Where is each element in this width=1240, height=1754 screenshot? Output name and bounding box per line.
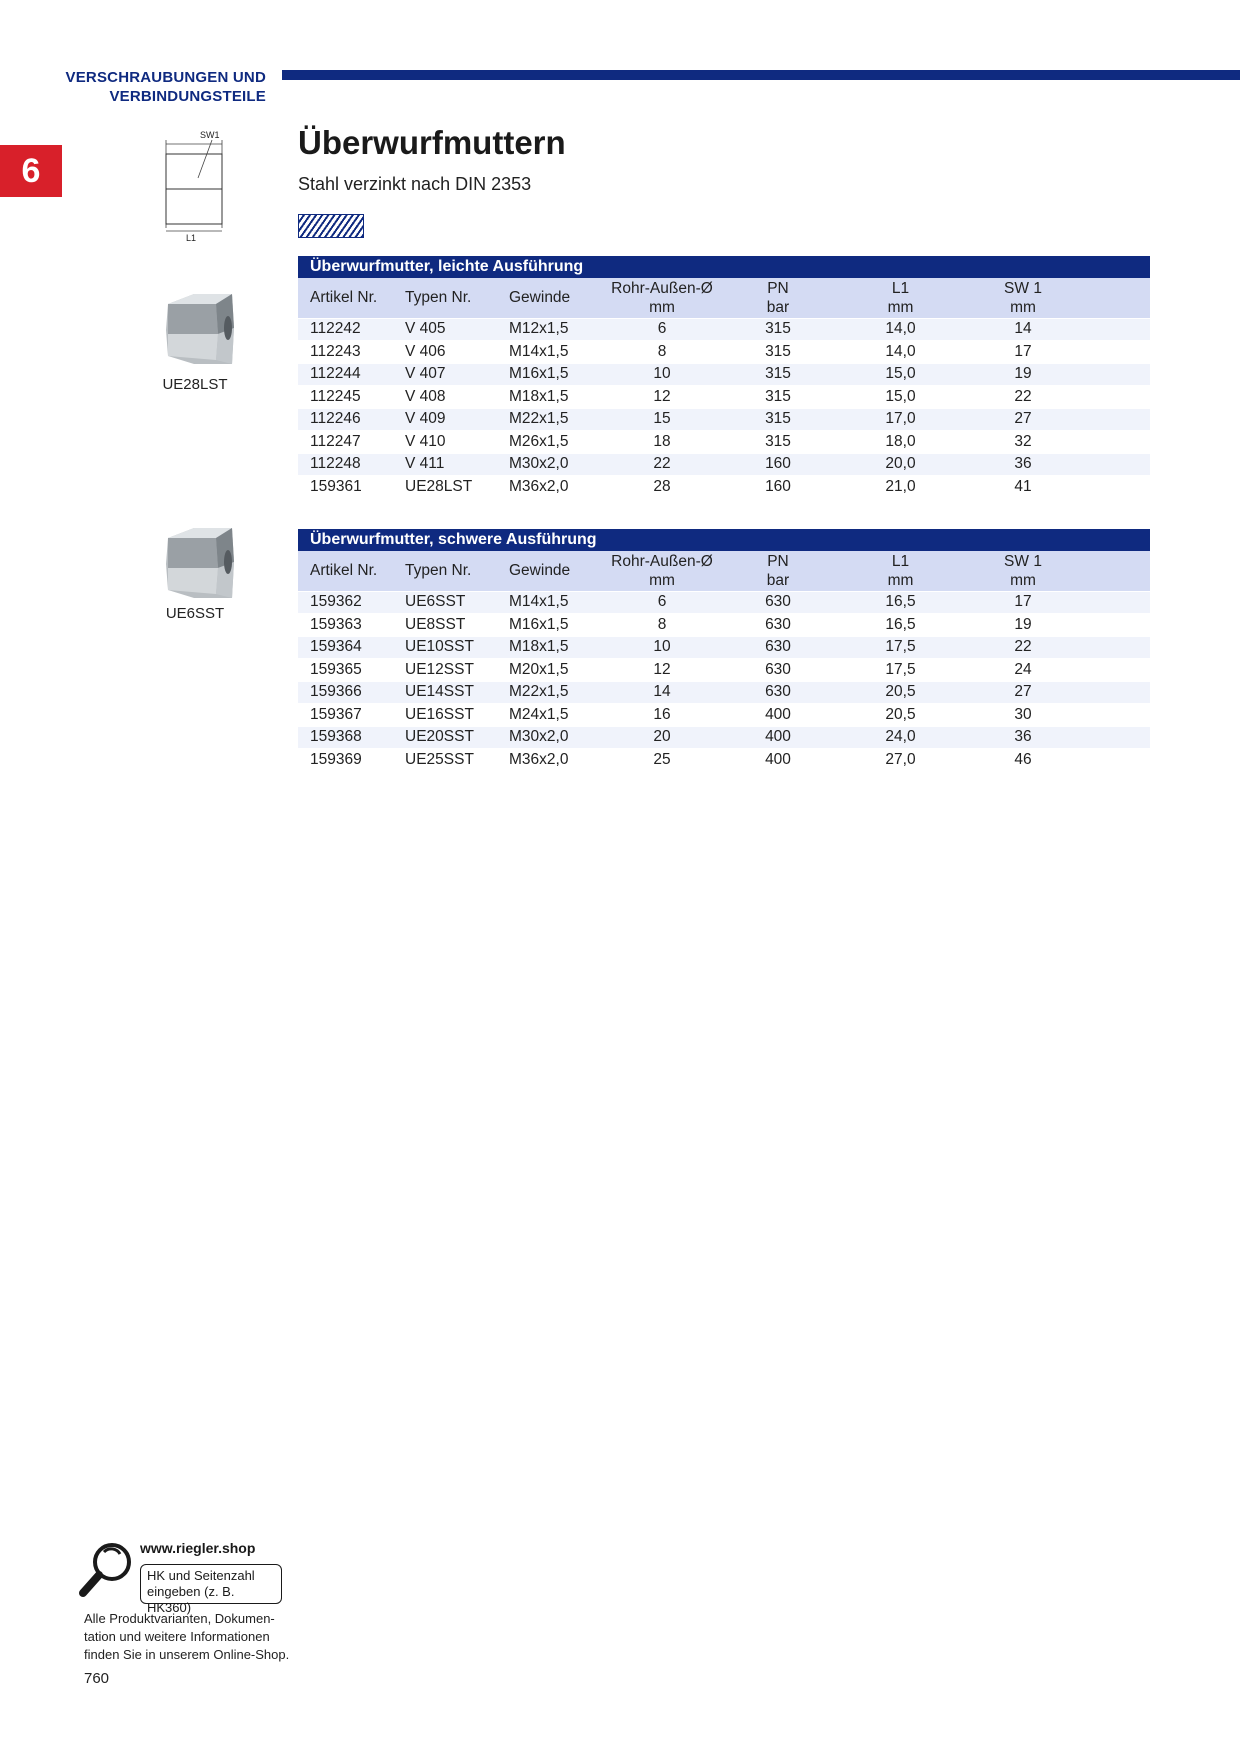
col-l1: L1 mm — [887, 279, 914, 316]
cell-gewinde: M16x1,5 — [497, 614, 592, 637]
cell-l1: 27,0 — [824, 749, 977, 772]
cell-spacer — [1069, 614, 1150, 637]
cell-rohr-aussen: 28 — [592, 476, 732, 499]
col-rohr: Rohr-Außen-Ø mm — [611, 552, 713, 589]
info-line: tation und weitere Informationen — [84, 1629, 270, 1644]
cell-l1: 17,5 — [824, 636, 977, 659]
shop-url-link[interactable]: www.riegler.shop — [140, 1540, 256, 1556]
table-row — [298, 681, 1150, 704]
table-header-row — [298, 551, 1150, 591]
cell-l1: 20,5 — [824, 704, 977, 727]
table-row — [298, 476, 1150, 499]
section-heading-line1: VERSCHRAUBUNGEN UND — [65, 69, 266, 86]
cell-spacer — [1069, 591, 1150, 614]
cell-sw1: 46 — [977, 749, 1069, 772]
table-row — [298, 726, 1150, 749]
cell-rohr-aussen: 18 — [592, 431, 732, 454]
cell-artikel-nr: 159366 — [298, 681, 393, 704]
cell-typen-nr: V 409 — [393, 408, 497, 431]
cell-typen-nr: UE20SST — [393, 726, 497, 749]
cell-artikel-nr: 159364 — [298, 636, 393, 659]
cell-artikel-nr: 112245 — [298, 386, 393, 409]
cell-rohr-aussen: 15 — [592, 408, 732, 431]
table-title: Überwurfmutter, schwere Ausführung — [298, 529, 1150, 551]
cell-typen-nr: UE16SST — [393, 704, 497, 727]
cell-sw1: 36 — [977, 453, 1069, 476]
cell-spacer — [1069, 318, 1150, 341]
col-rohr: Rohr-Außen-Ø mm — [611, 279, 713, 316]
cell-artikel-nr: 159369 — [298, 749, 393, 772]
table-row — [298, 749, 1150, 772]
cell-l1: 24,0 — [824, 726, 977, 749]
cell-gewinde: M14x1,5 — [497, 591, 592, 614]
cell-pn: 400 — [732, 749, 824, 772]
cell-pn: 315 — [732, 386, 824, 409]
cell-typen-nr: V 405 — [393, 318, 497, 341]
cell-sw1: 17 — [977, 591, 1069, 614]
table-row — [298, 704, 1150, 727]
cell-pn: 630 — [732, 659, 824, 682]
cell-sw1: 27 — [977, 408, 1069, 431]
table-row — [298, 431, 1150, 454]
product-label-heavy: UE6SST — [165, 605, 225, 622]
cell-sw1: 41 — [977, 476, 1069, 499]
product-label-light: UE28LST — [162, 376, 228, 393]
col-artikel: Artikel Nr. — [310, 562, 378, 580]
cell-spacer — [1069, 341, 1150, 364]
cell-typen-nr: UE8SST — [393, 614, 497, 637]
cell-sw1: 22 — [977, 386, 1069, 409]
cell-pn: 630 — [732, 636, 824, 659]
cell-rohr-aussen: 8 — [592, 341, 732, 364]
cell-sw1: 14 — [977, 318, 1069, 341]
cell-artikel-nr: 112243 — [298, 341, 393, 364]
table-light — [298, 256, 1150, 498]
cell-spacer — [1069, 659, 1150, 682]
data-table — [298, 551, 1150, 771]
cell-gewinde: M26x1,5 — [497, 431, 592, 454]
cell-artikel-nr: 112248 — [298, 453, 393, 476]
cell-l1: 18,0 — [824, 431, 977, 454]
cell-sw1: 22 — [977, 636, 1069, 659]
cell-artikel-nr: 112244 — [298, 363, 393, 386]
shop-box-line1: HK und Seitenzahl — [147, 1568, 255, 1583]
zinc-coating-icon — [298, 214, 364, 238]
cell-spacer — [1069, 726, 1150, 749]
page-title: Überwurfmuttern — [298, 124, 566, 161]
cell-l1: 14,0 — [824, 341, 977, 364]
cell-gewinde: M18x1,5 — [497, 386, 592, 409]
cell-pn: 400 — [732, 726, 824, 749]
section-heading — [60, 68, 266, 106]
cell-rohr-aussen: 22 — [592, 453, 732, 476]
col-typen: Typen Nr. — [405, 289, 472, 307]
cell-sw1: 19 — [977, 614, 1069, 637]
cell-gewinde: M16x1,5 — [497, 363, 592, 386]
page-subtitle: Stahl verzinkt nach DIN 2353 — [298, 174, 532, 194]
cell-rohr-aussen: 16 — [592, 704, 732, 727]
magnifier-icon — [78, 1540, 136, 1600]
shop-box-line2: eingeben (z. B. HK360) — [147, 1584, 235, 1615]
info-line: Alle Produktvarianten, Dokumen- — [84, 1611, 275, 1626]
table-row — [298, 363, 1150, 386]
col-typen: Typen Nr. — [405, 562, 472, 580]
col-spacer — [1069, 551, 1150, 591]
col-sw: SW 1 mm — [1004, 552, 1042, 589]
cell-gewinde: M22x1,5 — [497, 408, 592, 431]
cell-artikel-nr: 159363 — [298, 614, 393, 637]
cell-l1: 21,0 — [824, 476, 977, 499]
diagram-sw-label: SW1 — [200, 130, 220, 140]
table-row — [298, 318, 1150, 341]
cell-spacer — [1069, 681, 1150, 704]
cell-l1: 14,0 — [824, 318, 977, 341]
cell-artikel-nr: 159365 — [298, 659, 393, 682]
cell-sw1: 32 — [977, 431, 1069, 454]
cell-spacer — [1069, 431, 1150, 454]
table-heavy — [298, 529, 1150, 771]
cell-typen-nr: UE6SST — [393, 591, 497, 614]
cell-artikel-nr: 112242 — [298, 318, 393, 341]
col-gewinde: Gewinde — [509, 562, 571, 580]
table-row — [298, 453, 1150, 476]
cell-spacer — [1069, 363, 1150, 386]
cell-sw1: 36 — [977, 726, 1069, 749]
cell-artikel-nr: 159367 — [298, 704, 393, 727]
cell-rohr-aussen: 12 — [592, 659, 732, 682]
table-row — [298, 614, 1150, 637]
cell-spacer — [1069, 749, 1150, 772]
cell-rohr-aussen: 10 — [592, 636, 732, 659]
cell-typen-nr: UE14SST — [393, 681, 497, 704]
chapter-tab: 6 — [0, 145, 62, 197]
cell-sw1: 24 — [977, 659, 1069, 682]
cell-artikel-nr: 159362 — [298, 591, 393, 614]
cell-sw1: 19 — [977, 363, 1069, 386]
cell-pn: 630 — [732, 591, 824, 614]
col-spacer — [1069, 278, 1150, 318]
cell-pn: 160 — [732, 453, 824, 476]
cell-sw1: 27 — [977, 681, 1069, 704]
cell-gewinde: M30x2,0 — [497, 453, 592, 476]
cell-pn: 630 — [732, 681, 824, 704]
col-sw: SW 1 mm — [1004, 279, 1042, 316]
cell-gewinde: M36x2,0 — [497, 476, 592, 499]
cell-spacer — [1069, 453, 1150, 476]
cell-artikel-nr: 159361 — [298, 476, 393, 499]
cell-pn: 315 — [732, 363, 824, 386]
cell-l1: 15,0 — [824, 386, 977, 409]
table-row — [298, 386, 1150, 409]
data-table — [298, 278, 1150, 498]
cell-rohr-aussen: 6 — [592, 591, 732, 614]
table-title: Überwurfmutter, leichte Ausführung — [298, 256, 1150, 278]
cell-sw1: 17 — [977, 341, 1069, 364]
cell-gewinde: M36x2,0 — [497, 749, 592, 772]
col-gewinde: Gewinde — [509, 289, 571, 307]
col-l1: L1 mm — [887, 552, 914, 589]
cell-l1: 15,0 — [824, 363, 977, 386]
cell-gewinde: M24x1,5 — [497, 704, 592, 727]
table-row — [298, 591, 1150, 614]
cell-typen-nr: UE10SST — [393, 636, 497, 659]
table-header-row — [298, 278, 1150, 318]
cell-artikel-nr: 112247 — [298, 431, 393, 454]
cell-typen-nr: V 407 — [393, 363, 497, 386]
cell-pn: 315 — [732, 341, 824, 364]
cell-rohr-aussen: 10 — [592, 363, 732, 386]
cell-rohr-aussen: 12 — [592, 386, 732, 409]
table-row — [298, 408, 1150, 431]
cell-pn: 160 — [732, 476, 824, 499]
cell-gewinde: M20x1,5 — [497, 659, 592, 682]
cell-spacer — [1069, 636, 1150, 659]
cell-gewinde: M14x1,5 — [497, 341, 592, 364]
info-line: finden Sie in unserem Online-Shop. — [84, 1647, 290, 1662]
diagram-l1-label: L1 — [186, 233, 197, 243]
col-pn: PN bar — [766, 279, 790, 316]
cell-pn: 315 — [732, 318, 824, 341]
cell-l1: 17,0 — [824, 408, 977, 431]
cell-spacer — [1069, 476, 1150, 499]
header-rule — [282, 70, 1240, 80]
cell-l1: 17,5 — [824, 659, 977, 682]
table-row — [298, 636, 1150, 659]
cell-l1: 20,5 — [824, 681, 977, 704]
shop-lookup-box — [140, 1564, 282, 1615]
cell-artikel-nr: 159368 — [298, 726, 393, 749]
shop-info-text — [84, 1610, 314, 1664]
cell-gewinde: M22x1,5 — [497, 681, 592, 704]
cell-gewinde: M12x1,5 — [497, 318, 592, 341]
cell-typen-nr: V 411 — [393, 453, 497, 476]
cell-rohr-aussen: 20 — [592, 726, 732, 749]
col-artikel: Artikel Nr. — [310, 289, 378, 307]
nut-dimension-diagram — [150, 128, 250, 243]
cell-rohr-aussen: 14 — [592, 681, 732, 704]
cell-sw1: 30 — [977, 704, 1069, 727]
section-heading-line2: VERBINDUNGSTEILE — [109, 88, 266, 105]
page-number: 760 — [84, 1670, 110, 1687]
cell-pn: 400 — [732, 704, 824, 727]
cell-typen-nr: V 406 — [393, 341, 497, 364]
cell-typen-nr: V 410 — [393, 431, 497, 454]
cell-l1: 16,5 — [824, 614, 977, 637]
cell-l1: 16,5 — [824, 591, 977, 614]
cell-typen-nr: UE12SST — [393, 659, 497, 682]
col-pn: PN bar — [766, 552, 790, 589]
cell-gewinde: M30x2,0 — [497, 726, 592, 749]
cell-rohr-aussen: 25 — [592, 749, 732, 772]
cell-gewinde: M18x1,5 — [497, 636, 592, 659]
shop-hint — [78, 1540, 338, 1620]
cell-rohr-aussen: 8 — [592, 614, 732, 637]
cell-spacer — [1069, 408, 1150, 431]
cell-pn: 630 — [732, 614, 824, 637]
cell-artikel-nr: 112246 — [298, 408, 393, 431]
cell-typen-nr: UE28LST — [393, 476, 497, 499]
cell-typen-nr: V 408 — [393, 386, 497, 409]
cell-pn: 315 — [732, 431, 824, 454]
nut-photo-light — [160, 290, 240, 370]
nut-photo-heavy — [160, 524, 240, 604]
cell-rohr-aussen: 6 — [592, 318, 732, 341]
cell-pn: 315 — [732, 408, 824, 431]
cell-spacer — [1069, 704, 1150, 727]
cell-typen-nr: UE25SST — [393, 749, 497, 772]
table-row — [298, 659, 1150, 682]
cell-l1: 20,0 — [824, 453, 977, 476]
table-row — [298, 341, 1150, 364]
cell-spacer — [1069, 386, 1150, 409]
